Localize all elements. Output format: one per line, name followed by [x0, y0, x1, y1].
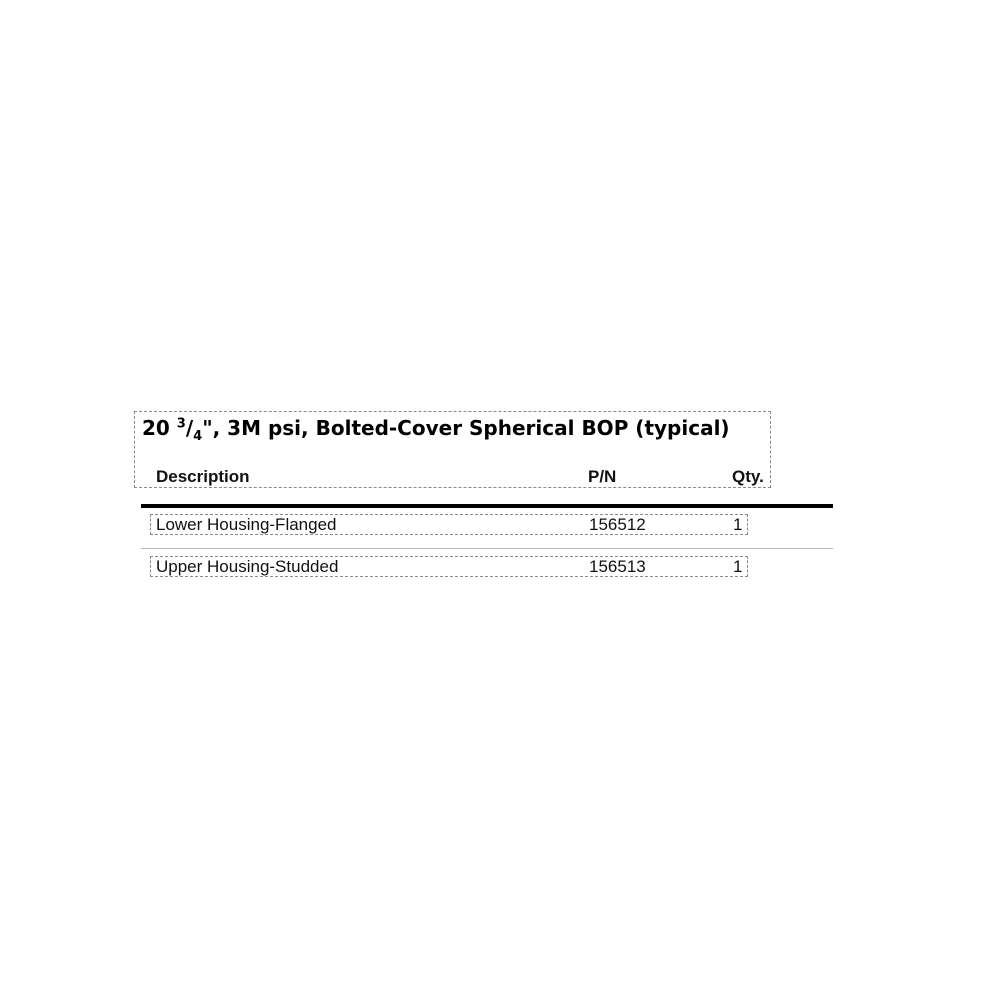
- row-divider: [141, 548, 833, 549]
- row-part-number: 156512: [589, 515, 646, 534]
- title-fraction-separator: /: [185, 416, 194, 440]
- title-suffix: ", 3M psi, Bolted-Cover Spherical BOP (typical): [202, 416, 730, 440]
- row-description: Lower Housing-Flanged: [156, 515, 337, 534]
- row-quantity: 1: [733, 557, 743, 576]
- header-divider: [141, 504, 833, 508]
- table-header: [134, 411, 771, 488]
- table-row: [150, 514, 748, 535]
- row-description: Upper Housing-Studded: [156, 557, 339, 576]
- row-quantity: 1: [733, 515, 743, 534]
- title-fraction-denominator: 4: [193, 429, 203, 444]
- table-title: [142, 414, 730, 442]
- row-part-number: 156513: [589, 557, 646, 576]
- column-header-qty: Qty.: [732, 467, 764, 486]
- table-row: [150, 556, 748, 577]
- title-fraction-numerator: 3: [176, 416, 186, 432]
- title-prefix: 20: [142, 416, 177, 440]
- column-header-pn: P/N: [588, 467, 617, 486]
- column-header-description: Description: [156, 467, 250, 486]
